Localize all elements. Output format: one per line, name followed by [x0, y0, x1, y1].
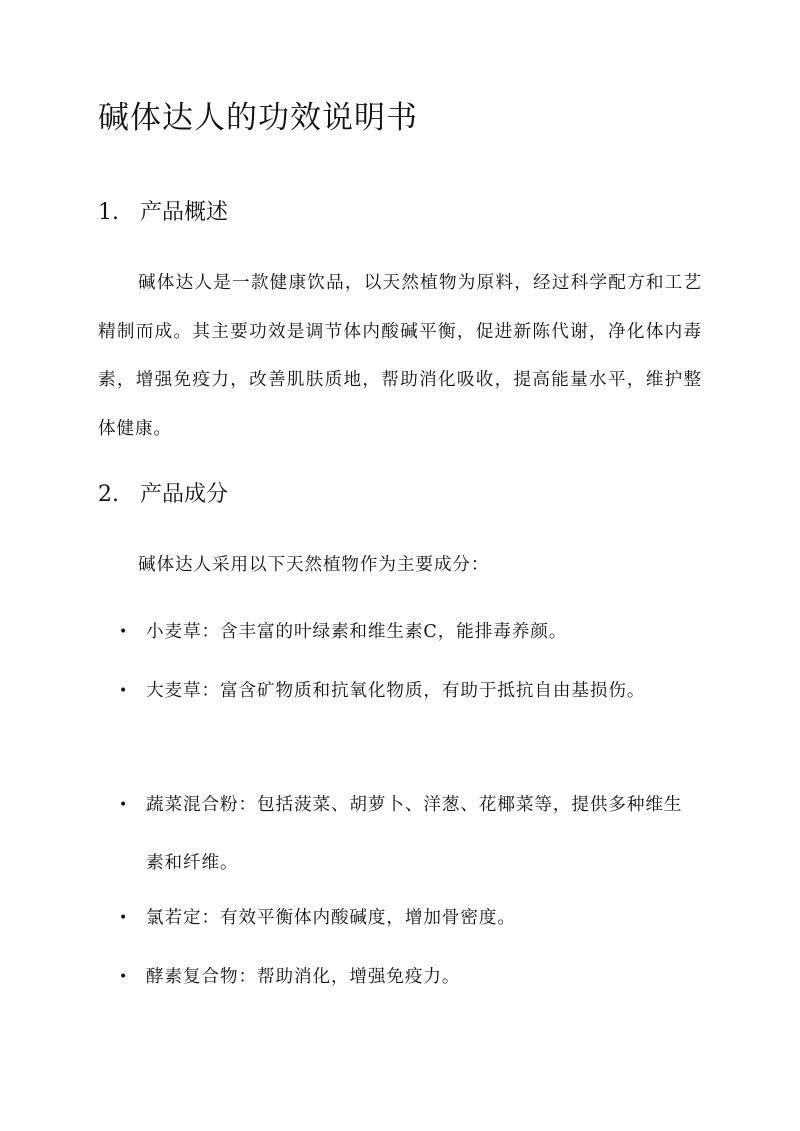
list-item-text: 大麦草：富含矿物质和抗氧化物质，有助于抵抗自由基损伤。: [146, 681, 646, 701]
document-title: 碱体达人的功效说明书: [98, 100, 418, 136]
bullet-icon: •: [119, 969, 129, 985]
section-number: 1.: [98, 200, 119, 225]
list-item-text: 氯若定：有效平衡体内酸碱度，增加骨密度。: [146, 908, 516, 928]
ingredients-intro-paragraph: 碱体达人采用以下天然植物作为主要成分：: [138, 555, 490, 575]
list-item: [119, 889, 698, 947]
section-title: 产品成分: [140, 482, 229, 507]
overview-paragraph: 碱体达人是一款健康饮品，以天然植物为原料，经过科学配方和工艺精制而成。其主要功效是调节体内酸碱平衡，促进新陈代谢，净化体内毒素，增强免疫力，改善肌肤质地，帮助消化吸收，提高能量水平，维护整体健康。: [98, 273, 702, 439]
list-item: [119, 662, 698, 720]
list-item-text: 酵素复合物：帮助消化，增强免疫力。: [146, 967, 461, 987]
bullet-icon: •: [119, 683, 129, 699]
list-item: [119, 776, 698, 892]
list-item: [119, 948, 698, 1006]
section-number: 2.: [98, 482, 119, 507]
section-heading-overview: [98, 197, 228, 229]
section-title: 产品概述: [140, 200, 229, 225]
bullet-icon: •: [119, 624, 129, 640]
bullet-icon: •: [119, 797, 129, 813]
section-heading-ingredients: [98, 479, 228, 511]
list-item-text: 蔬菜混合粉：包括菠菜、胡萝卜、洋葱、花椰菜等，提供多种维生素和纤维。: [146, 795, 683, 873]
list-item: [119, 603, 698, 661]
bullet-icon: •: [119, 910, 129, 926]
list-item-text: 小麦草：含丰富的叶绿素和维生素C，能排毒养颜。: [146, 622, 568, 642]
